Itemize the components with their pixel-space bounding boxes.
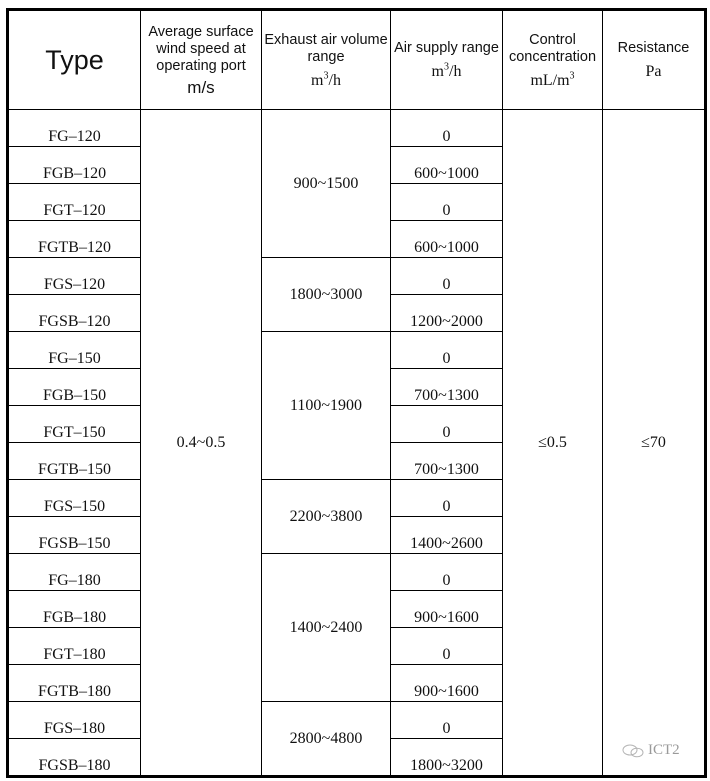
control-concentration-cell: ≤0.5 (503, 110, 603, 777)
table-row (8, 110, 706, 147)
header-exhaust-label: Exhaust air volume range (264, 31, 388, 65)
watermark-text: ICT2 (648, 742, 680, 758)
model-cell: FG–150 (8, 332, 141, 369)
model-cell: FGTB–150 (8, 443, 141, 480)
air-supply-cell: 1200~2000 (391, 295, 503, 332)
wind-speed-cell: 0.4~0.5 (141, 110, 262, 777)
header-resistance-label: Resistance (617, 40, 690, 56)
header-wind-speed-unit: m/s (187, 78, 215, 97)
unit-exponent: 3 (569, 70, 575, 82)
air-supply-cell: 0 (391, 628, 503, 665)
unit-base: m (311, 71, 324, 89)
exhaust-range-cell: 1100~1900 (262, 332, 391, 480)
header-supply (391, 10, 503, 110)
model-cell: FGS–150 (8, 480, 141, 517)
air-supply-cell: 1400~2600 (391, 517, 503, 554)
wechat-icon (622, 744, 644, 758)
header-wind-speed (141, 10, 262, 110)
unit-exponent: 3 (323, 70, 329, 82)
header-type: Type (8, 10, 141, 110)
model-cell: FGB–120 (8, 147, 141, 184)
model-cell: FGB–150 (8, 369, 141, 406)
air-supply-cell: 0 (391, 332, 503, 369)
model-cell: FGT–150 (8, 406, 141, 443)
air-supply-cell: 900~1600 (391, 591, 503, 628)
model-cell: FG–180 (8, 554, 141, 591)
air-supply-cell: 600~1000 (391, 147, 503, 184)
watermark (622, 742, 680, 759)
model-cell: FGSB–150 (8, 517, 141, 554)
unit-tail: /h (328, 71, 341, 89)
header-resistance-unit: Pa (645, 63, 662, 80)
air-supply-cell: 900~1600 (391, 665, 503, 702)
model-cell: FGS–180 (8, 702, 141, 739)
air-supply-cell: 0 (391, 184, 503, 221)
model-cell: FG–120 (8, 110, 141, 147)
header-resistance (603, 10, 706, 110)
exhaust-range-cell: 1400~2400 (262, 554, 391, 702)
exhaust-range-cell: 900~1500 (262, 110, 391, 258)
header-row (8, 10, 706, 110)
header-supply-label: Air supply range (394, 40, 499, 56)
model-cell: FGT–120 (8, 184, 141, 221)
unit-tail: /h (449, 63, 462, 80)
air-supply-cell: 600~1000 (391, 221, 503, 258)
header-supply-unit (391, 63, 502, 80)
header-wind-speed-label: Average surface wind speed at operating port (148, 24, 254, 74)
exhaust-range-cell: 1800~3000 (262, 258, 391, 332)
exhaust-range-cell: 2800~4800 (262, 702, 391, 777)
header-control-label: Control concentration (508, 31, 597, 65)
air-supply-cell: 0 (391, 258, 503, 295)
model-cell: FGT–180 (8, 628, 141, 665)
unit-base: m (431, 63, 444, 80)
table-body (8, 110, 706, 777)
model-cell: FGS–120 (8, 258, 141, 295)
header-exhaust-unit (262, 72, 390, 89)
resistance-cell: ≤70 (603, 110, 706, 777)
air-supply-cell: 700~1300 (391, 369, 503, 406)
model-cell: FGB–180 (8, 591, 141, 628)
unit-base: mL/m (530, 71, 570, 89)
air-supply-cell: 1800~3200 (391, 739, 503, 777)
spec-table (6, 8, 707, 778)
model-cell: FGTB–120 (8, 221, 141, 258)
air-supply-cell: 0 (391, 110, 503, 147)
air-supply-cell: 0 (391, 702, 503, 739)
air-supply-cell: 0 (391, 406, 503, 443)
model-cell: FGSB–180 (8, 739, 141, 777)
air-supply-cell: 0 (391, 480, 503, 517)
model-cell: FGTB–180 (8, 665, 141, 702)
air-supply-cell: 0 (391, 554, 503, 591)
header-control-unit (503, 72, 602, 89)
header-exhaust (262, 10, 391, 110)
air-supply-cell: 700~1300 (391, 443, 503, 480)
header-control (503, 10, 603, 110)
exhaust-range-cell: 2200~3800 (262, 480, 391, 554)
unit-exponent: 3 (444, 61, 449, 73)
model-cell: FGSB–120 (8, 295, 141, 332)
